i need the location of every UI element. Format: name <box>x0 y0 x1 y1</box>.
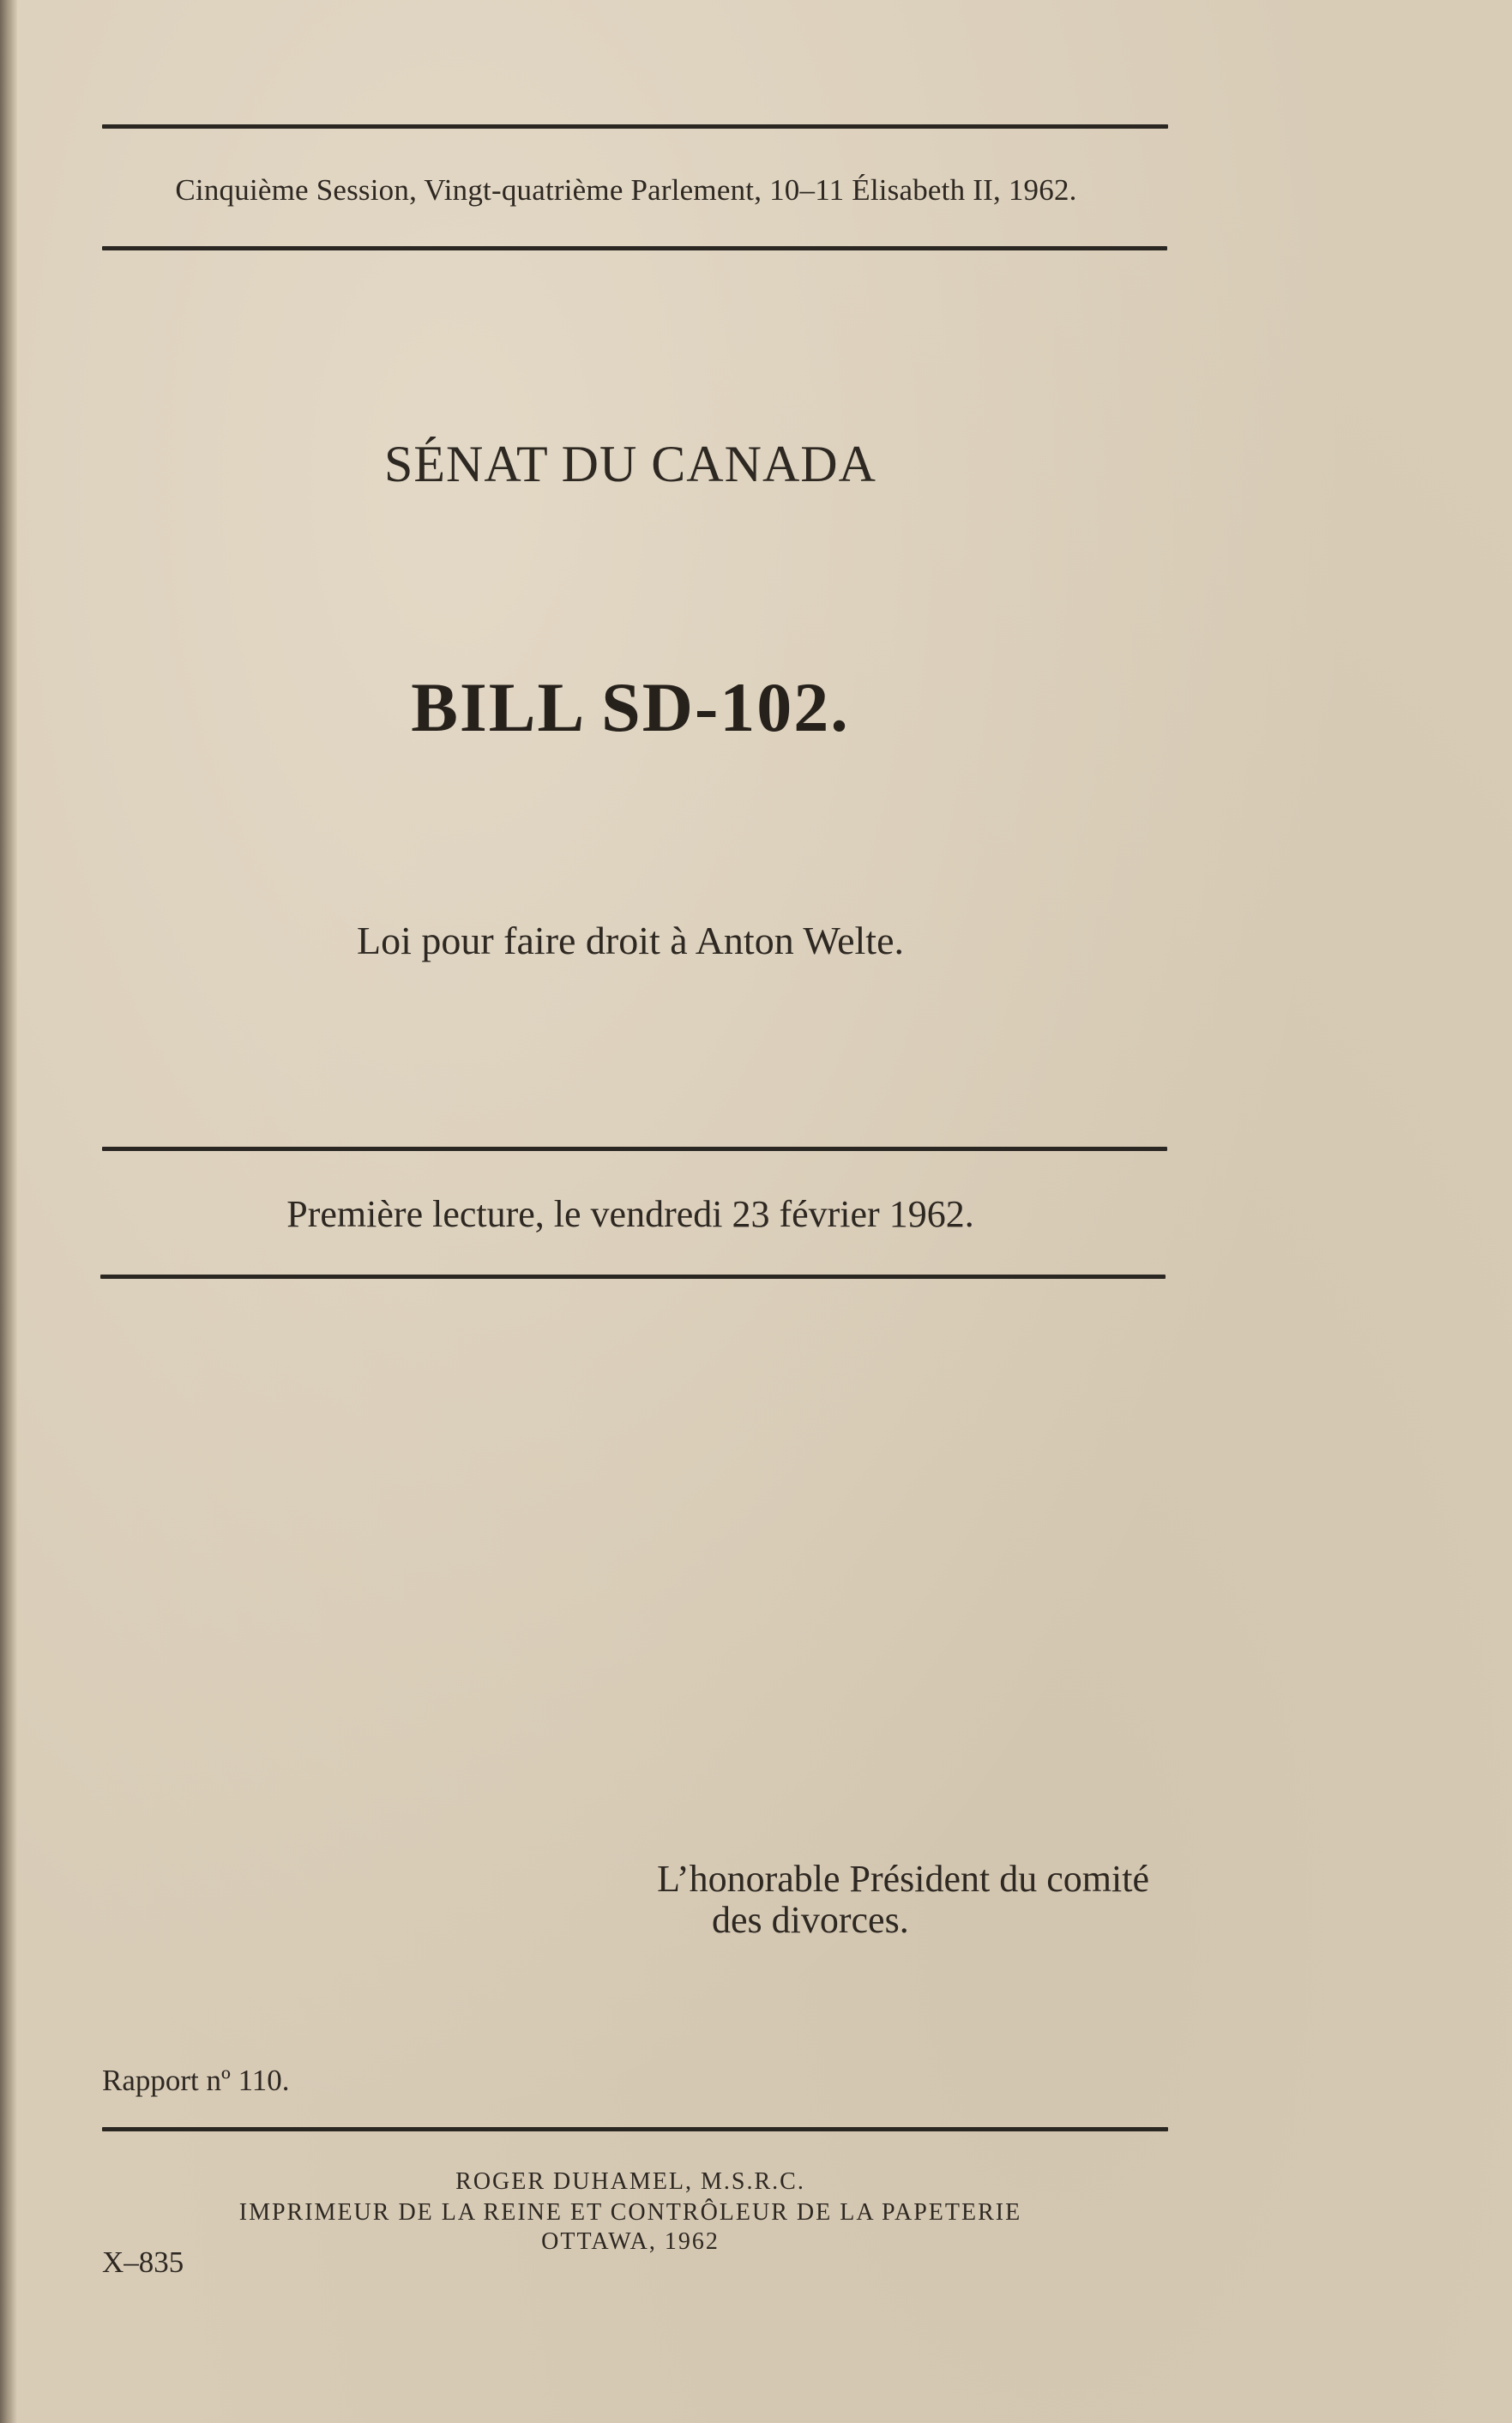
sponsor-line-1: L’honorable Président du comité <box>657 1858 1149 1900</box>
sponsor-line-2: des divorces. <box>712 1899 909 1941</box>
printer-name: ROGER DUHAMEL, M.S.R.C. <box>455 2168 805 2195</box>
page-binding-edge <box>0 0 17 2423</box>
session-line: Cinquième Session, Vingt-quatrième Parlement, 10–11 Élisabeth II, 1962. <box>175 173 1077 207</box>
senate-title: SÉNAT DU CANADA <box>384 436 876 492</box>
printer-title: IMPRIMEUR DE LA REINE ET CONTRÔLEUR DE LA PAPETERIE <box>238 2199 1022 2226</box>
bill-number: BILL SD-102. <box>411 668 850 746</box>
printer-place: OTTAWA, 1962 <box>541 2228 720 2255</box>
bill-subtitle: Loi pour faire droit à Anton Welte. <box>356 919 904 962</box>
top-rule-lower <box>102 246 1167 250</box>
document-code: X–835 <box>102 2245 184 2279</box>
top-rule-upper <box>102 124 1168 129</box>
reading-rule-lower <box>100 1275 1166 1279</box>
footer-rule <box>102 2127 1168 2131</box>
report-number: Rapport nº 110. <box>102 2064 290 2097</box>
first-reading-line: Première lecture, le vendredi 23 février 1962. <box>286 1193 974 1235</box>
reading-rule-upper <box>102 1147 1167 1151</box>
